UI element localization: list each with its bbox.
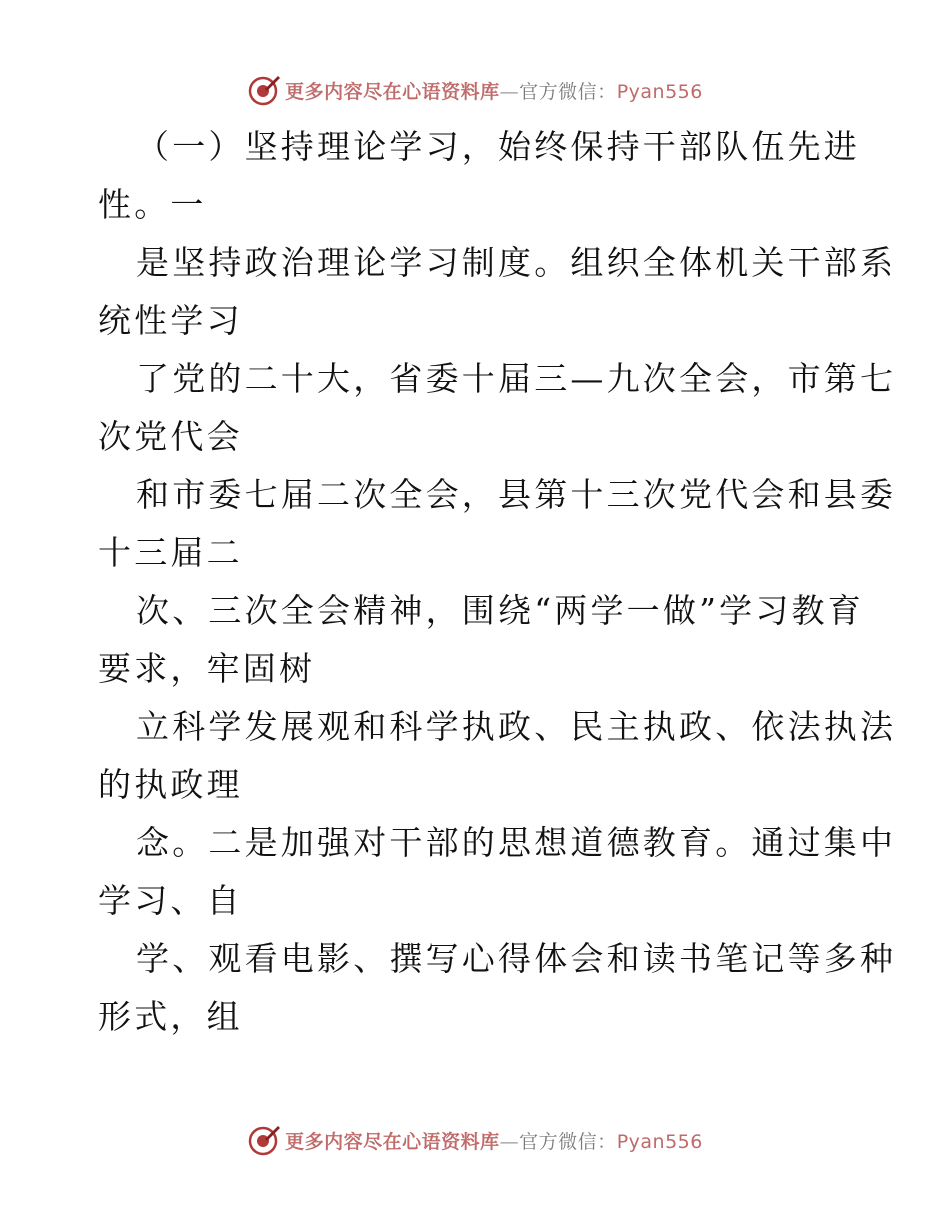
banner-wechat-label: 官方微信： xyxy=(519,80,617,103)
banner-main: 更多内容尽在心语资料库 xyxy=(285,80,500,103)
para-3-line-2: 次党代会 xyxy=(98,417,243,456)
document-body xyxy=(0,118,950,1046)
para-8-line-1: 学、观看电影、撰写心得体会和读书笔记等多种 xyxy=(136,939,897,978)
para-7-line-2: 学习、自 xyxy=(98,881,243,920)
banner-wechat-id: Pyan556 xyxy=(616,1130,703,1153)
para-2-line-2: 统性学习 xyxy=(98,301,243,340)
para-5-line-2: 要求，牢固树 xyxy=(98,649,316,688)
pen-logo-icon xyxy=(247,1123,281,1157)
para-4-line-1: 和市委七届二次全会，县第十三次党代会和县委 xyxy=(136,475,897,514)
banner-wechat-label: 官方微信： xyxy=(519,1130,617,1153)
para-5-line-1: 次、三次全会精神，围绕“两学一做”学习教育 xyxy=(136,591,864,630)
banner-text xyxy=(285,77,703,104)
banner-separator: — xyxy=(499,80,520,103)
para-6-line-2: 的执政理 xyxy=(98,765,243,804)
banner-main: 更多内容尽在心语资料库 xyxy=(285,1130,500,1153)
para-8-line-2: 形式，组 xyxy=(98,997,243,1036)
para-7-line-1: 念。二是加强对干部的思想道德教育。通过集中 xyxy=(136,823,897,862)
para-1-line-1: （一）坚持理论学习，始终保持干部队伍先进 xyxy=(136,127,860,166)
footer-watermark-banner xyxy=(0,1120,950,1160)
para-6-line-1: 立科学发展观和科学执政、民主执政、依法执法 xyxy=(136,707,897,746)
para-4-line-2: 十三届二 xyxy=(98,533,243,572)
para-1-line-2: 性。一 xyxy=(98,185,207,224)
para-3-line-1: 了党的二十大，省委十届三—九次全会，市第七 xyxy=(136,359,897,398)
banner-separator: — xyxy=(499,1130,520,1153)
header-watermark-banner xyxy=(0,70,950,110)
banner-wechat-id: Pyan556 xyxy=(616,80,703,103)
pen-logo-icon xyxy=(247,73,281,107)
banner-text xyxy=(285,1127,703,1154)
para-2-line-1: 是坚持政治理论学习制度。组织全体机关干部系 xyxy=(136,243,897,282)
